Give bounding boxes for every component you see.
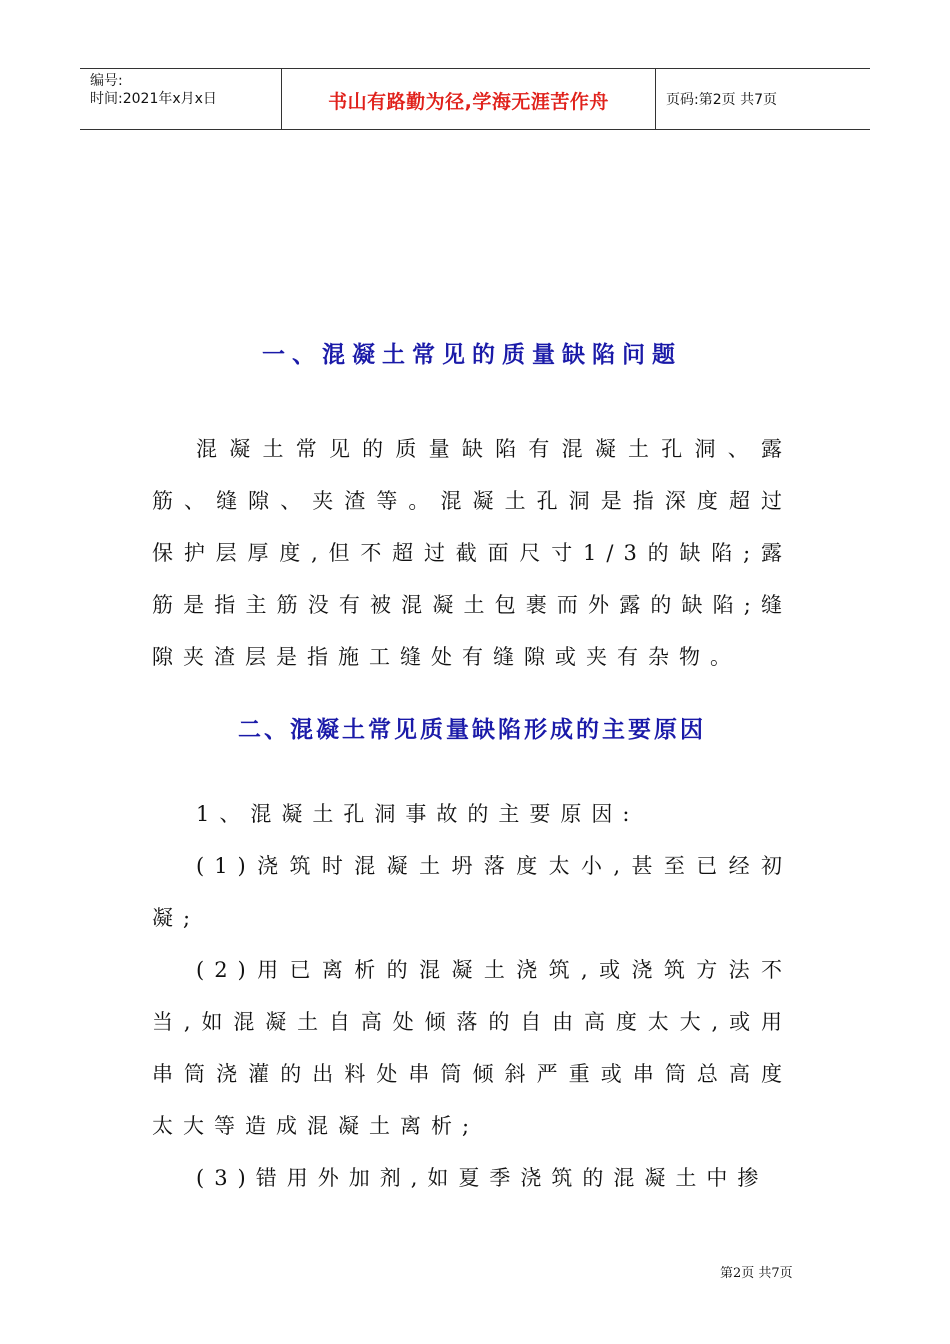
- section-2-item-1-1: (1)浇筑时混凝土坍落度太小,甚至已经初凝;: [152, 854, 792, 930]
- header-motto-cell: [282, 69, 656, 129]
- section-2-item-1-3: (3)错用外加剂,如夏季浇筑的混凝土中掺: [196, 1166, 769, 1190]
- page-header: [80, 68, 870, 130]
- page-footer: [720, 1262, 793, 1281]
- section-title-1: 一、混凝土常见的质量缺陷问题: [262, 342, 682, 368]
- section-2-item-1-2: (2)用已离析的混凝土浇筑,或浇筑方法不当,如混凝土自高处倾落的自由高度太大,或用串筒浇灌的出料处串筒倾斜严重或串筒总高度太大等造成混凝土离析;: [152, 958, 792, 1138]
- header-motto: 书山有路勤为径,学海无涯苦作舟: [328, 90, 609, 113]
- doc-time-label: 时间:2021年x月x日: [90, 91, 217, 107]
- section-2-item-1: 1、混凝土孔洞事故的主要原因:: [196, 802, 640, 826]
- footer-page-number: 第2页 共7页: [720, 1266, 793, 1281]
- document-body: [152, 320, 792, 1204]
- header-meta-cell: [80, 69, 282, 129]
- header-page-cell: [656, 69, 870, 129]
- section-title-2: 二、混凝土常见质量缺陷形成的主要原因: [238, 717, 706, 743]
- doc-number-label: 编号:: [90, 73, 123, 89]
- header-page-number: 页码:第2页 共7页: [666, 92, 777, 108]
- section-1-paragraph: 混凝土常见的质量缺陷有混凝土孔洞、露筋、缝隙、夹渣等。混凝土孔洞是指深度超过保护层厚度,但不超过截面尺寸1/3的缺陷;露筋是指主筋没有被混凝土包裹而外露的缺陷;缝隙夹渣层是指施工缝处有缝隙或夹有杂物。: [152, 437, 792, 669]
